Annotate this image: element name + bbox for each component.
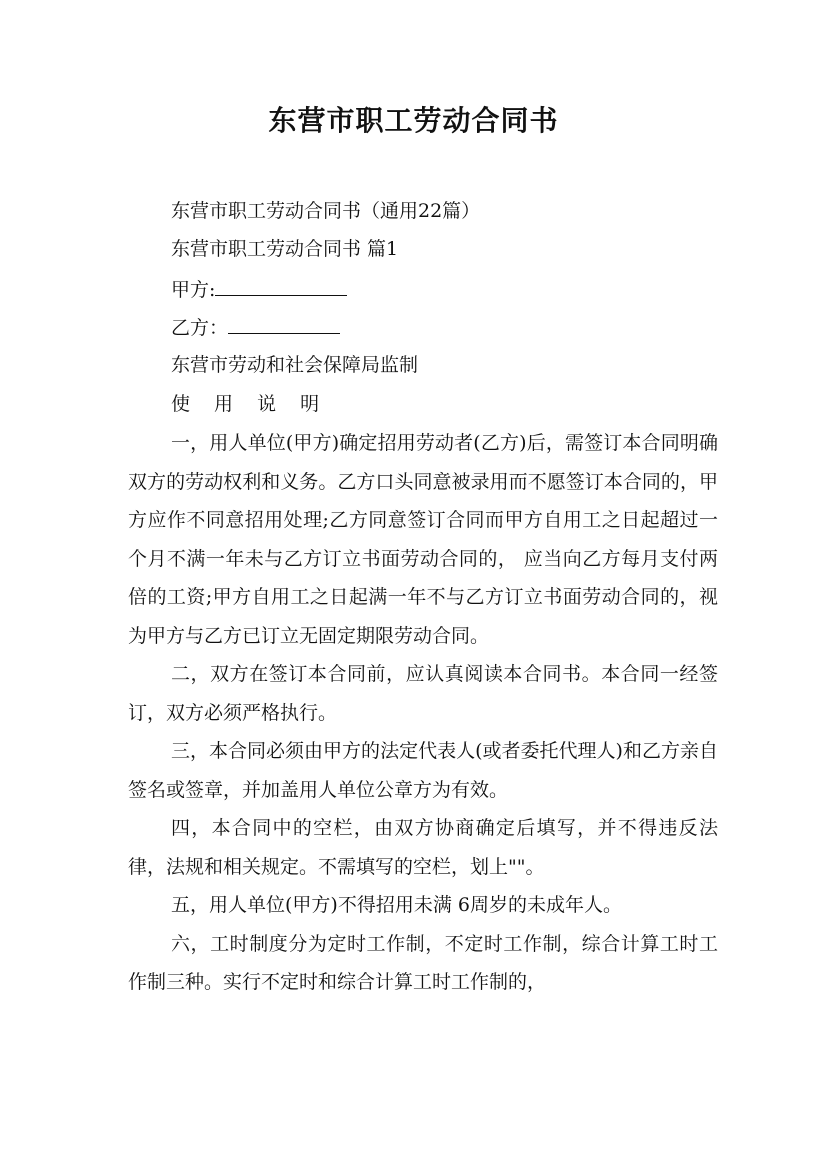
usage-instructions (128, 424, 718, 1002)
document-subtitle: 东营市职工劳动合同书（通用22篇） (171, 200, 481, 222)
party-a-line (171, 275, 347, 303)
paragraph-6: 六，工时制度分为定时工作制，不定时工作制，综合计算工时工作制三种。实行不定时和综合计算工时工作制的， (128, 932, 718, 993)
supervisor-line: 东营市劳动和社会保障局监制 (171, 354, 419, 376)
chapter-heading: 东营市职工劳动合同书 篇1 (171, 238, 399, 260)
usage-heading: 使 用 说 明 (171, 393, 329, 415)
paragraph-4: 四，本合同中的空栏，由双方协商确定后填写，并不得违反法律，法规和相关规定。不需填写的空栏，划上""。 (128, 817, 718, 878)
document-title: 东营市职工劳动合同书 (268, 104, 559, 137)
party-a-blank (215, 275, 347, 296)
party-b-label: 乙方： (171, 317, 229, 339)
party-a-label: 甲方: (171, 279, 216, 301)
paragraph-5: 五，用人单位(甲方)不得招用未满 6周岁的未成年人。 (171, 894, 622, 916)
party-b-blank (228, 313, 340, 334)
paragraph-1: 一，用人单位(甲方)确定招用劳动者(乙方)后，需签订本合同明确双方的劳动权利和义务。乙方口头同意被录用而不愿签订本合同的，甲方应作不同意招用处理;乙方同意签订合同而甲方自用工之日起超过一个月不满一年未与乙方订立书面劳动合同的， 应当向乙方每月支付两倍的工资;甲方自用工之日起满一年不与乙方订立书面劳动合同的，视为甲方与乙方已订立无固定期限劳动合同。 (128, 432, 718, 647)
paragraph-2: 二，双方在签订本合同前，应认真阅读本合同书。本合同一经签订，双方必须严格执行。 (128, 663, 718, 724)
paragraph-3: 三，本合同必须由甲方的法定代表人(或者委托代理人)和乙方亲自签名或签章，并加盖用人单位公章方为有效。 (128, 740, 718, 801)
party-b-line (171, 313, 340, 341)
